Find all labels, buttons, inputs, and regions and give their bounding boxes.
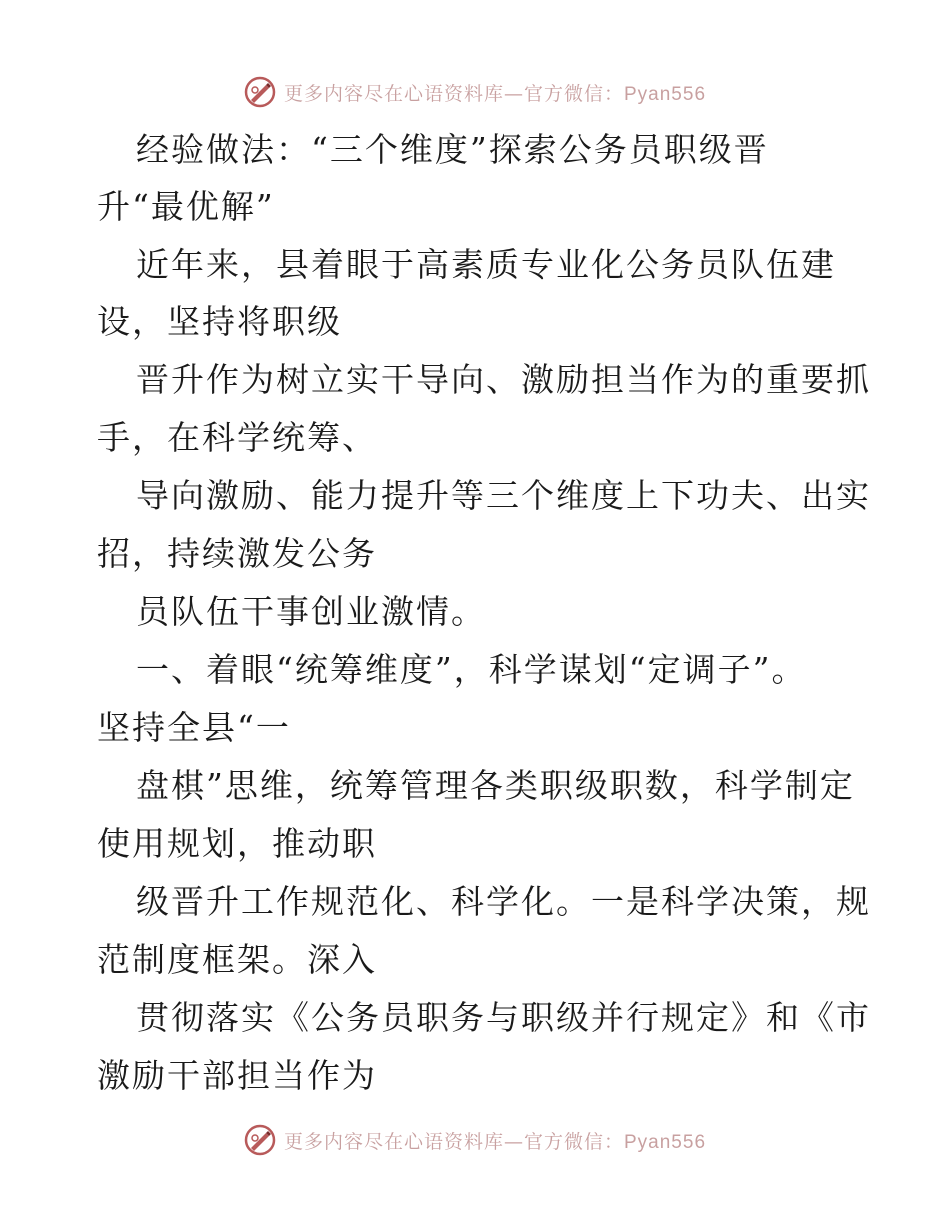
- paragraph-line: 级晋升工作规范化、科学化。一是科学决策，规: [136, 882, 871, 921]
- pen-logo-icon: [244, 1124, 276, 1156]
- paragraph-line: 范制度框架。深入: [97, 940, 377, 979]
- paragraph-line: 近年来，县着眼于高素质专业化公务员队伍建: [136, 245, 836, 284]
- footer-watermark-text: 更多内容尽在心语资料库—官方微信：Pyan556: [283, 1130, 707, 1153]
- paragraph-line: 盘棋”思维，统筹管理各类职级职数，科学制定: [136, 766, 855, 805]
- title-line-1: 经验做法：“三个维度”探索公务员职级晋: [136, 130, 769, 169]
- paragraph-line: 贯彻落实《公务员职务与职级并行规定》和《市: [136, 998, 871, 1037]
- paragraph-line: 使用规划，推动职: [97, 824, 377, 863]
- paragraph-line: 手，在科学统筹、: [97, 418, 377, 457]
- paragraph-line: 晋升作为树立实干导向、激励担当作为的重要抓: [136, 360, 871, 399]
- paragraph-line: 设，坚持将职级: [97, 302, 342, 341]
- header-watermark-banner: [0, 72, 950, 112]
- footer-watermark-banner: [0, 1120, 950, 1160]
- footer-wechat-handle: Pyan556: [624, 1131, 707, 1153]
- header-watermark-text: 更多内容尽在心语资料库—官方微信：Pyan556: [283, 82, 707, 105]
- paragraph-line: 员队伍干事创业激情。: [136, 592, 486, 631]
- paragraph-line: 招，持续激发公务: [97, 534, 377, 573]
- paragraph-line: 坚持全县“一: [97, 708, 291, 747]
- header-wechat-handle: Pyan556: [624, 83, 707, 105]
- section-heading-line: 一、着眼“统筹维度”，科学谋划“定调子”。: [136, 650, 807, 689]
- paragraph-line: 激励干部担当作为: [97, 1056, 377, 1095]
- title-line-2: 升“最优解”: [97, 187, 275, 226]
- pen-logo-icon: [244, 76, 276, 108]
- paragraph-line: 导向激励、能力提升等三个维度上下功夫、出实: [136, 476, 871, 515]
